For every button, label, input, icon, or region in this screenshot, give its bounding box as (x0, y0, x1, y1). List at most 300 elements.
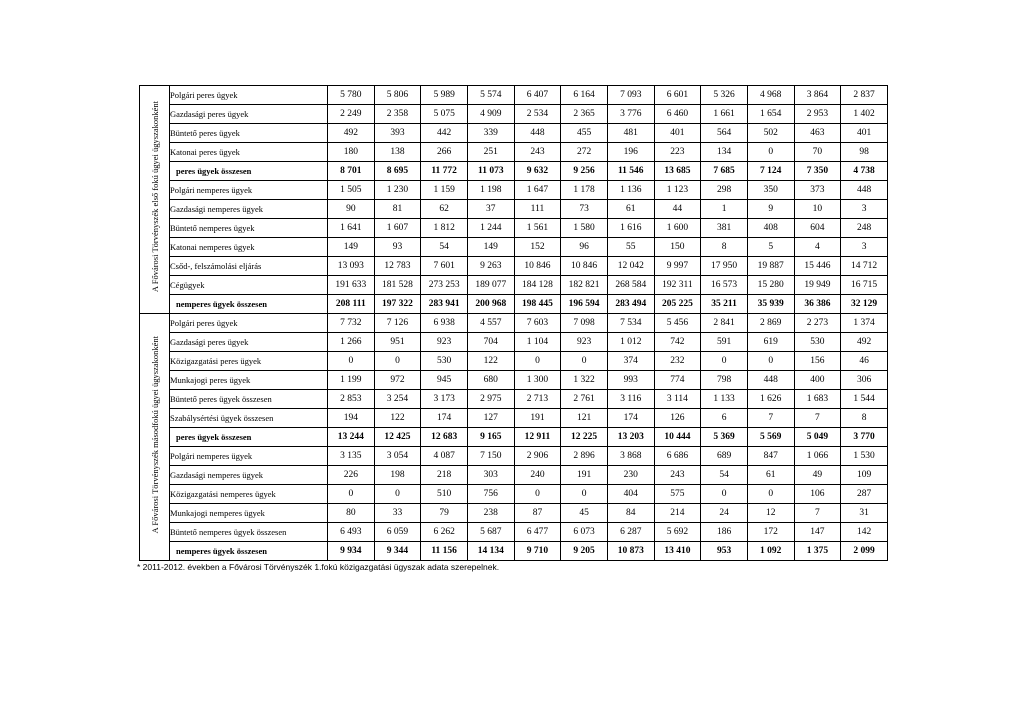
value-cell: 1 626 (747, 390, 794, 409)
value-cell: 191 (561, 466, 608, 485)
value-cell: 14 712 (841, 257, 888, 276)
value-cell: 0 (328, 352, 375, 371)
row-label: Munkajogi nemperes ügyek (170, 504, 328, 523)
value-cell: 3 (841, 238, 888, 257)
value-cell: 953 (701, 542, 748, 561)
value-cell: 1 092 (747, 542, 794, 561)
value-cell: 680 (467, 371, 514, 390)
value-cell: 61 (747, 466, 794, 485)
value-cell: 172 (747, 523, 794, 542)
value-cell: 2 975 (467, 390, 514, 409)
value-cell: 742 (654, 333, 701, 352)
value-cell: 24 (701, 504, 748, 523)
value-cell: 1 133 (701, 390, 748, 409)
group-header-cell (140, 86, 170, 314)
value-cell: 184 128 (514, 276, 561, 295)
value-cell: 186 (701, 523, 748, 542)
row-label: Polgári nemperes ügyek (170, 181, 328, 200)
value-cell: 6 686 (654, 447, 701, 466)
table-row (140, 238, 888, 257)
value-cell: 191 633 (328, 276, 375, 295)
value-cell: 774 (654, 371, 701, 390)
value-cell: 6 262 (421, 523, 468, 542)
value-cell: 1 (701, 200, 748, 219)
value-cell: 6 287 (607, 523, 654, 542)
value-cell: 3 254 (374, 390, 421, 409)
value-cell: 44 (654, 200, 701, 219)
value-cell: 196 594 (561, 295, 608, 314)
value-cell: 126 (654, 409, 701, 428)
value-cell: 223 (654, 143, 701, 162)
value-cell: 11 772 (421, 162, 468, 181)
table-row (140, 333, 888, 352)
value-cell: 243 (654, 466, 701, 485)
value-cell: 2 837 (841, 86, 888, 105)
value-cell: 181 528 (374, 276, 421, 295)
value-cell: 12 911 (514, 428, 561, 447)
value-cell: 1 178 (561, 181, 608, 200)
value-cell: 381 (701, 219, 748, 238)
value-cell: 575 (654, 485, 701, 504)
value-cell: 448 (747, 371, 794, 390)
value-cell: 198 (374, 466, 421, 485)
value-cell: 6 407 (514, 86, 561, 105)
value-cell: 192 311 (654, 276, 701, 295)
value-cell: 49 (794, 466, 841, 485)
value-cell: 0 (514, 485, 561, 504)
row-label: Gazdasági nemperes ügyek (170, 466, 328, 485)
value-cell: 232 (654, 352, 701, 371)
value-cell: 9 710 (514, 542, 561, 561)
value-cell: 13 685 (654, 162, 701, 181)
table-row (140, 86, 888, 105)
value-cell: 11 073 (467, 162, 514, 181)
value-cell: 3 173 (421, 390, 468, 409)
value-cell: 62 (421, 200, 468, 219)
value-cell: 400 (794, 371, 841, 390)
value-cell: 993 (607, 371, 654, 390)
value-cell: 1 136 (607, 181, 654, 200)
row-label: Katonai peres ügyek (170, 143, 328, 162)
value-cell: 6 (701, 409, 748, 428)
value-cell: 1 580 (561, 219, 608, 238)
value-cell: 11 546 (607, 162, 654, 181)
row-label: Munkajogi peres ügyek (170, 371, 328, 390)
value-cell: 8 (701, 238, 748, 257)
value-cell: 156 (794, 352, 841, 371)
value-cell: 455 (561, 124, 608, 143)
value-cell: 6 477 (514, 523, 561, 542)
value-cell: 2 365 (561, 105, 608, 124)
value-cell: 11 156 (421, 542, 468, 561)
value-cell: 9 (747, 200, 794, 219)
value-cell: 1 654 (747, 105, 794, 124)
value-cell: 1 661 (701, 105, 748, 124)
value-cell: 4 968 (747, 86, 794, 105)
value-cell: 2 273 (794, 314, 841, 333)
table-total-row (140, 295, 888, 314)
value-cell: 404 (607, 485, 654, 504)
value-cell: 2 896 (561, 447, 608, 466)
table-row (140, 409, 888, 428)
row-label: peres ügyek összesen (170, 162, 328, 181)
value-cell: 15 446 (794, 257, 841, 276)
value-cell: 218 (421, 466, 468, 485)
value-cell: 481 (607, 124, 654, 143)
table-row (140, 181, 888, 200)
value-cell: 0 (561, 485, 608, 504)
value-cell: 1 104 (514, 333, 561, 352)
row-label: Polgári peres ügyek (170, 86, 328, 105)
value-cell: 619 (747, 333, 794, 352)
value-cell: 138 (374, 143, 421, 162)
value-cell: 5 075 (421, 105, 468, 124)
value-cell: 9 165 (467, 428, 514, 447)
value-cell: 1 616 (607, 219, 654, 238)
value-cell: 442 (421, 124, 468, 143)
value-cell: 7 350 (794, 162, 841, 181)
table-row (140, 466, 888, 485)
table-row (140, 504, 888, 523)
value-cell: 6 938 (421, 314, 468, 333)
value-cell: 127 (467, 409, 514, 428)
value-cell: 1 198 (467, 181, 514, 200)
value-cell: 111 (514, 200, 561, 219)
value-cell: 54 (421, 238, 468, 257)
case-statistics-table (139, 85, 888, 561)
value-cell: 0 (514, 352, 561, 371)
value-cell: 5 687 (467, 523, 514, 542)
value-cell: 9 934 (328, 542, 375, 561)
value-cell: 1 199 (328, 371, 375, 390)
value-cell: 238 (467, 504, 514, 523)
value-cell: 306 (841, 371, 888, 390)
value-cell: 5 049 (794, 428, 841, 447)
value-cell: 408 (747, 219, 794, 238)
value-cell: 93 (374, 238, 421, 257)
value-cell: 1 322 (561, 371, 608, 390)
table-row (140, 390, 888, 409)
value-cell: 492 (841, 333, 888, 352)
value-cell: 7 093 (607, 86, 654, 105)
value-cell: 5 692 (654, 523, 701, 542)
value-cell: 273 253 (421, 276, 468, 295)
value-cell: 0 (701, 352, 748, 371)
value-cell: 1 300 (514, 371, 561, 390)
table-row (140, 352, 888, 371)
value-cell: 243 (514, 143, 561, 162)
value-cell: 13 244 (328, 428, 375, 447)
value-cell: 0 (374, 352, 421, 371)
row-label: Cégügyek (170, 276, 328, 295)
value-cell: 7 732 (328, 314, 375, 333)
value-cell: 3 868 (607, 447, 654, 466)
value-cell: 10 846 (514, 257, 561, 276)
value-cell: 5 (747, 238, 794, 257)
value-cell: 266 (421, 143, 468, 162)
value-cell: 2 713 (514, 390, 561, 409)
value-cell: 150 (654, 238, 701, 257)
value-cell: 1 812 (421, 219, 468, 238)
value-cell: 3 770 (841, 428, 888, 447)
value-cell: 9 344 (374, 542, 421, 561)
value-cell: 45 (561, 504, 608, 523)
value-cell: 36 386 (794, 295, 841, 314)
value-cell: 33 (374, 504, 421, 523)
value-cell: 287 (841, 485, 888, 504)
value-cell: 12 425 (374, 428, 421, 447)
value-cell: 3 116 (607, 390, 654, 409)
table-row (140, 485, 888, 504)
row-label: Közigazgatási nemperes ügyek (170, 485, 328, 504)
table-total-row (140, 162, 888, 181)
row-label: peres ügyek összesen (170, 428, 328, 447)
value-cell: 2 099 (841, 542, 888, 561)
value-cell: 268 584 (607, 276, 654, 295)
value-cell: 32 129 (841, 295, 888, 314)
value-cell: 0 (561, 352, 608, 371)
value-cell: 283 494 (607, 295, 654, 314)
value-cell: 2 869 (747, 314, 794, 333)
value-cell: 689 (701, 447, 748, 466)
value-cell: 492 (328, 124, 375, 143)
value-cell: 3 (841, 200, 888, 219)
value-cell: 272 (561, 143, 608, 162)
value-cell: 7 150 (467, 447, 514, 466)
value-cell: 230 (607, 466, 654, 485)
value-cell: 8 701 (328, 162, 375, 181)
value-cell: 1 505 (328, 181, 375, 200)
value-cell: 9 205 (561, 542, 608, 561)
value-cell: 15 280 (747, 276, 794, 295)
value-cell: 1 544 (841, 390, 888, 409)
value-cell: 214 (654, 504, 701, 523)
value-cell: 189 077 (467, 276, 514, 295)
value-cell: 4 (794, 238, 841, 257)
value-cell: 9 263 (467, 257, 514, 276)
value-cell: 191 (514, 409, 561, 428)
value-cell: 251 (467, 143, 514, 162)
value-cell: 591 (701, 333, 748, 352)
value-cell: 7 126 (374, 314, 421, 333)
row-label: Polgári peres ügyek (170, 314, 328, 333)
row-label: Csőd-, felszámolási eljárás (170, 257, 328, 276)
row-label: nemperes ügyek összesen (170, 542, 328, 561)
value-cell: 3 114 (654, 390, 701, 409)
value-cell: 0 (701, 485, 748, 504)
value-cell: 393 (374, 124, 421, 143)
value-cell: 5 569 (747, 428, 794, 447)
table-row (140, 447, 888, 466)
row-label: Büntető peres ügyek összesen (170, 390, 328, 409)
value-cell: 530 (421, 352, 468, 371)
value-cell: 122 (467, 352, 514, 371)
value-cell: 1 607 (374, 219, 421, 238)
value-cell: 604 (794, 219, 841, 238)
value-cell: 303 (467, 466, 514, 485)
value-cell: 3 135 (328, 447, 375, 466)
value-cell: 2 841 (701, 314, 748, 333)
value-cell: 240 (514, 466, 561, 485)
value-cell: 7 (794, 409, 841, 428)
value-cell: 16 715 (841, 276, 888, 295)
value-cell: 152 (514, 238, 561, 257)
value-cell: 121 (561, 409, 608, 428)
value-cell: 180 (328, 143, 375, 162)
group-title: A Fővárosi Törvényszék első fokú ügyei ügyszakonként (149, 101, 160, 293)
value-cell: 756 (467, 485, 514, 504)
value-cell: 5 806 (374, 86, 421, 105)
value-cell: 704 (467, 333, 514, 352)
value-cell: 1 561 (514, 219, 561, 238)
value-cell: 5 780 (328, 86, 375, 105)
value-cell: 8 695 (374, 162, 421, 181)
value-cell: 1 683 (794, 390, 841, 409)
value-cell: 448 (514, 124, 561, 143)
value-cell: 10 444 (654, 428, 701, 447)
value-cell: 1 600 (654, 219, 701, 238)
value-cell: 2 853 (328, 390, 375, 409)
table-row (140, 371, 888, 390)
value-cell: 197 322 (374, 295, 421, 314)
row-label: Büntető nemperes ügyek (170, 219, 328, 238)
table-row (140, 314, 888, 333)
value-cell: 1 012 (607, 333, 654, 352)
value-cell: 10 (794, 200, 841, 219)
value-cell: 7 685 (701, 162, 748, 181)
value-cell: 196 (607, 143, 654, 162)
row-label: Gazdasági peres ügyek (170, 105, 328, 124)
value-cell: 1 230 (374, 181, 421, 200)
value-cell: 298 (701, 181, 748, 200)
value-cell: 6 460 (654, 105, 701, 124)
value-cell: 149 (328, 238, 375, 257)
table-row (140, 105, 888, 124)
value-cell: 109 (841, 466, 888, 485)
row-label: Katonai nemperes ügyek (170, 238, 328, 257)
value-cell: 9 256 (561, 162, 608, 181)
value-cell: 37 (467, 200, 514, 219)
value-cell: 7 601 (421, 257, 468, 276)
value-cell: 0 (747, 352, 794, 371)
row-label: Gazdasági peres ügyek (170, 333, 328, 352)
value-cell: 7 (794, 504, 841, 523)
value-cell: 2 906 (514, 447, 561, 466)
value-cell: 510 (421, 485, 468, 504)
value-cell: 4 738 (841, 162, 888, 181)
value-cell: 972 (374, 371, 421, 390)
value-cell: 923 (421, 333, 468, 352)
table-total-row (140, 428, 888, 447)
value-cell: 2 249 (328, 105, 375, 124)
value-cell: 1 374 (841, 314, 888, 333)
value-cell: 182 821 (561, 276, 608, 295)
value-cell: 9 632 (514, 162, 561, 181)
value-cell: 923 (561, 333, 608, 352)
value-cell: 55 (607, 238, 654, 257)
value-cell: 5 989 (421, 86, 468, 105)
value-cell: 6 493 (328, 523, 375, 542)
value-cell: 1 375 (794, 542, 841, 561)
value-cell: 16 573 (701, 276, 748, 295)
table-row (140, 523, 888, 542)
value-cell: 5 369 (701, 428, 748, 447)
value-cell: 35 939 (747, 295, 794, 314)
value-cell: 122 (374, 409, 421, 428)
value-cell: 1 647 (514, 181, 561, 200)
value-cell: 2 534 (514, 105, 561, 124)
value-cell: 12 042 (607, 257, 654, 276)
row-label: Büntető peres ügyek (170, 124, 328, 143)
value-cell: 19 887 (747, 257, 794, 276)
value-cell: 951 (374, 333, 421, 352)
value-cell: 248 (841, 219, 888, 238)
value-cell: 80 (328, 504, 375, 523)
value-cell: 174 (607, 409, 654, 428)
value-cell: 6 164 (561, 86, 608, 105)
value-cell: 226 (328, 466, 375, 485)
value-cell: 14 134 (467, 542, 514, 561)
table-row (140, 257, 888, 276)
value-cell: 945 (421, 371, 468, 390)
value-cell: 1 641 (328, 219, 375, 238)
value-cell: 7 534 (607, 314, 654, 333)
value-cell: 90 (328, 200, 375, 219)
value-cell: 194 (328, 409, 375, 428)
value-cell: 1 530 (841, 447, 888, 466)
value-cell: 10 846 (561, 257, 608, 276)
group-header-cell (140, 314, 170, 561)
value-cell: 73 (561, 200, 608, 219)
value-cell: 208 111 (328, 295, 375, 314)
statistics-sheet (139, 85, 888, 561)
value-cell: 174 (421, 409, 468, 428)
value-cell: 2 358 (374, 105, 421, 124)
value-cell: 1 402 (841, 105, 888, 124)
value-cell: 4 557 (467, 314, 514, 333)
value-cell: 70 (794, 143, 841, 162)
value-cell: 7 098 (561, 314, 608, 333)
value-cell: 5 456 (654, 314, 701, 333)
value-cell: 4 909 (467, 105, 514, 124)
value-cell: 6 073 (561, 523, 608, 542)
value-cell: 3 864 (794, 86, 841, 105)
table-row (140, 124, 888, 143)
value-cell: 374 (607, 352, 654, 371)
value-cell: 373 (794, 181, 841, 200)
value-cell: 401 (841, 124, 888, 143)
value-cell: 798 (701, 371, 748, 390)
table-row (140, 200, 888, 219)
value-cell: 339 (467, 124, 514, 143)
value-cell: 847 (747, 447, 794, 466)
value-cell: 1 266 (328, 333, 375, 352)
value-cell: 98 (841, 143, 888, 162)
value-cell: 81 (374, 200, 421, 219)
value-cell: 54 (701, 466, 748, 485)
value-cell: 6 601 (654, 86, 701, 105)
value-cell: 2 953 (794, 105, 841, 124)
value-cell: 200 968 (467, 295, 514, 314)
value-cell: 9 997 (654, 257, 701, 276)
value-cell: 1 159 (421, 181, 468, 200)
value-cell: 13 203 (607, 428, 654, 447)
value-cell: 3 054 (374, 447, 421, 466)
value-cell: 13 093 (328, 257, 375, 276)
value-cell: 3 776 (607, 105, 654, 124)
value-cell: 46 (841, 352, 888, 371)
table-row (140, 276, 888, 295)
